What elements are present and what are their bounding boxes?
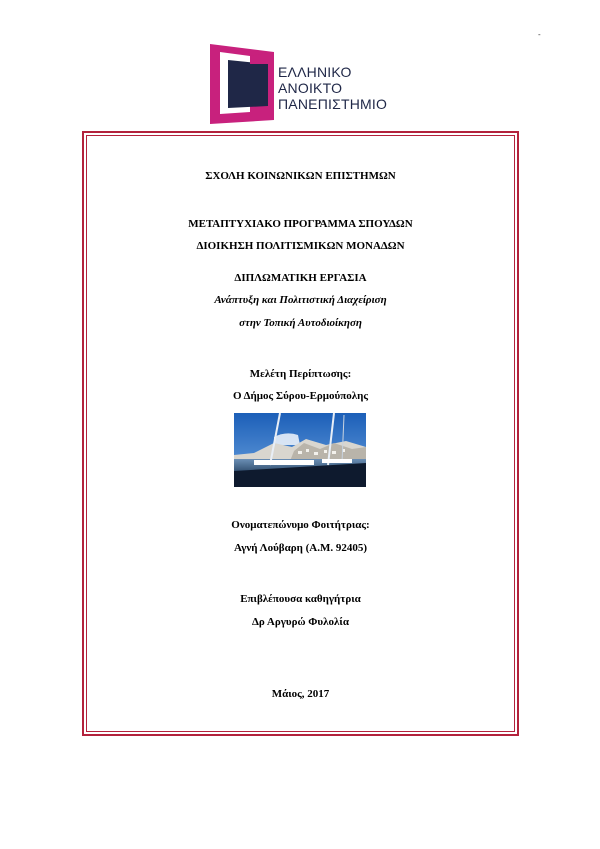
logo-line-2: ΑΝΟΙΚΤΟ	[278, 80, 343, 96]
submission-date: Μάιος, 2017	[271, 688, 330, 700]
cover-photo-harbor	[234, 413, 366, 487]
program-line-1: ΜΕΤΑΠΤΥΧΙΑΚΟ ΠΡΟΓΡΑΜΜΑ ΣΠΟΥΔΩΝ	[188, 218, 413, 230]
program-line-2: ΔΙΟΙΚΗΣΗ ΠΟΛΙΤΙΣΜΙΚΩΝ ΜΟΝΑΔΩΝ	[196, 240, 405, 252]
student-label: Ονοματεπώνυμο Φοιτήτριας:	[231, 519, 370, 531]
supervisor-name: Δρ Αργυρώ Φυλολία	[252, 616, 349, 628]
case-study-name: Ο Δήμος Σύρου-Ερμούπολης	[232, 390, 369, 402]
university-logo	[206, 42, 406, 126]
logo-line-3: ΠΑΝΕΠΙΣΤΗΜΙΟ	[278, 96, 388, 112]
logo-text	[278, 64, 387, 112]
supervisor-label: Επιβλέπουσα καθηγήτρια	[240, 593, 361, 605]
thesis-title-line-2: στην Τοπική Αυτοδιοίκηση	[239, 317, 362, 329]
case-study-label: Μελέτη Περίπτωσης:	[249, 368, 352, 380]
logo-emblem	[206, 42, 276, 126]
student-name: Αγνή Λούβαρη (Α.Μ. 92405)	[233, 542, 367, 554]
school-name: ΣΧΟΛΗ ΚΟΙΝΩΝΙΚΩΝ ΕΠΙΣΤΗΜΩΝ	[205, 170, 396, 182]
thesis-title-line-1: Ανάπτυξη και Πολιτιστική Διαχείριση	[214, 294, 387, 306]
corner-mark: -	[538, 30, 541, 39]
thesis-type: ΔΙΠΛΩΜΑΤΙΚΗ ΕΡΓΑΣΙΑ	[234, 272, 367, 284]
logo-line-1: ΕΛΛΗΝΙΚΟ	[278, 64, 352, 80]
